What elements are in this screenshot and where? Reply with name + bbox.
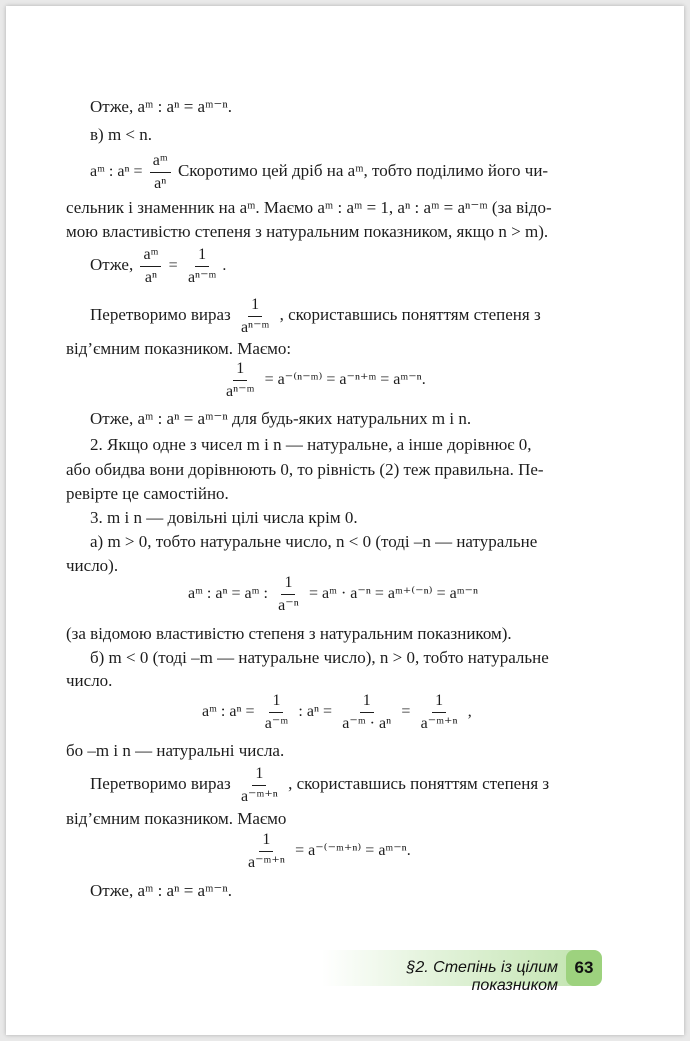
formula-text: : aⁿ = [298,703,333,720]
fraction [262,692,291,732]
fraction [223,360,257,400]
text-span: Отже, [90,255,134,274]
fraction [275,574,302,614]
denominator: a⁻ᵐ [264,714,289,732]
formula-text: = a⁻⁽⁻ᵐ⁺ⁿ⁾ = aᵐ⁻ⁿ. [295,842,411,859]
text-line: від’ємним показником. Маємо [66,809,287,828]
numerator: 1 [248,296,262,317]
formula-text: aᵐ : aⁿ = aᵐ : [188,585,268,602]
fraction [245,831,288,871]
numerator: aᵐ [140,246,161,267]
text-span: , скориставшись поняттям степеня з [279,305,541,324]
numerator: aᵐ [150,152,171,173]
fraction [150,152,171,192]
text-line: Отже, aᵐ : aⁿ = aᵐ⁻ⁿ для будь-яких натуральних m і n. [90,409,472,428]
denominator: a⁻ⁿ [278,596,299,614]
equals-sign: = [168,257,178,274]
page [6,6,684,1035]
formula-line [188,574,478,614]
text-line: 2. Якщо одне з чисел m і n — натуральне, а інше дорівнює 0, [90,435,532,454]
text-line: сельник і знаменник на aᵐ. Маємо aᵐ : aᵐ = 1, aⁿ : aᵐ = aⁿ⁻ᵐ (за відо- [66,198,552,217]
text-line: від’ємним показником. Маємо: [66,339,292,358]
denominator: aⁿ⁻ᵐ [226,382,255,400]
formula-text: , [467,703,472,720]
formula-text: = a⁻⁽ⁿ⁻ᵐ⁾ = a⁻ⁿ⁺ᵐ = aᵐ⁻ⁿ. [264,371,426,388]
numerator: 1 [252,765,266,786]
text-line: бо –m і n — натуральні числа. [66,741,285,760]
chapter-footer [322,950,602,994]
text-span: Перетворимо вираз [90,305,231,324]
denominator: a⁻ᵐ⁺ⁿ [420,714,458,732]
denominator: aⁿ [154,174,167,192]
denominator: aⁿ [144,268,158,286]
text-line: а) m > 0, тобто натуральне число, n < 0 (тоді –n — натуральне [90,532,538,551]
text-line: мою властивістю степеня з натуральним показником, якщо n > m). [66,222,549,241]
text-span: Перетворимо вираз [90,774,231,793]
formula-line [90,765,549,805]
formula-text: aᵐ : aⁿ = [90,163,143,180]
formula-line [202,692,472,732]
text-line: або обидва вони дорівнюють 0, то рівність (2) теж правильна. Пе- [66,460,544,479]
formula-text: aᵐ : aⁿ = [202,703,255,720]
formula-line [90,296,541,336]
formula-text: = [401,703,411,720]
text-span: , скориставшись поняттям степеня з [288,774,550,793]
text-line: Отже, aᵐ : aⁿ = aᵐ⁻ⁿ. [90,881,232,900]
text-line: число). [66,556,119,575]
chapter-title: §2. Степінь із цілим показником [406,959,558,994]
numerator: 1 [360,692,374,713]
text-line: ревірте це самостійно. [66,484,229,503]
text-span: Скоротимо цей дріб на aᵐ, тобто поділимо його чи- [177,161,549,180]
formula-line [242,831,411,871]
formula-line [90,152,548,192]
numerator: 1 [233,360,247,381]
fraction [140,246,161,286]
fraction [418,692,461,732]
numerator: 1 [281,574,295,595]
numerator: 1 [195,246,209,267]
formula-text: = aᵐ · a⁻ⁿ = aᵐ⁺⁽⁻ⁿ⁾ = aᵐ⁻ⁿ [309,585,479,602]
page-number: 63 [566,950,602,986]
denominator: a⁻ᵐ · aⁿ [342,714,392,732]
numerator: 1 [259,831,273,852]
text-line: (за відомою властивістю степеня з натуральним показником). [66,624,512,643]
text-line: Отже, aᵐ : aⁿ = aᵐ⁻ⁿ. [90,97,232,116]
fraction [185,246,219,286]
numerator: 1 [269,692,283,713]
denominator: a⁻ᵐ⁺ⁿ [240,787,278,805]
denominator: aⁿ⁻ᵐ [240,318,270,336]
denominator: aⁿ⁻ᵐ [187,268,217,286]
numerator: 1 [432,692,446,713]
text-line: число. [66,671,113,690]
fraction [339,692,394,732]
text-line: 3. m і n — довільні цілі числа крім 0. [90,508,358,527]
denominator: a⁻ᵐ⁺ⁿ [248,853,285,871]
fraction [238,296,272,336]
formula-line [220,360,426,400]
text-line: б) m < 0 (тоді –m — натуральне число), n > 0, тобто натуральне [90,648,549,667]
text-line: в) m < n. [90,125,152,144]
formula-line: Отже, $\frac{\text{aᵐ}}{\text{aⁿ}}$ = $\frac{1}{\text{aⁿ⁻ᵐ}}$ . [90,246,227,286]
fraction [238,765,281,805]
